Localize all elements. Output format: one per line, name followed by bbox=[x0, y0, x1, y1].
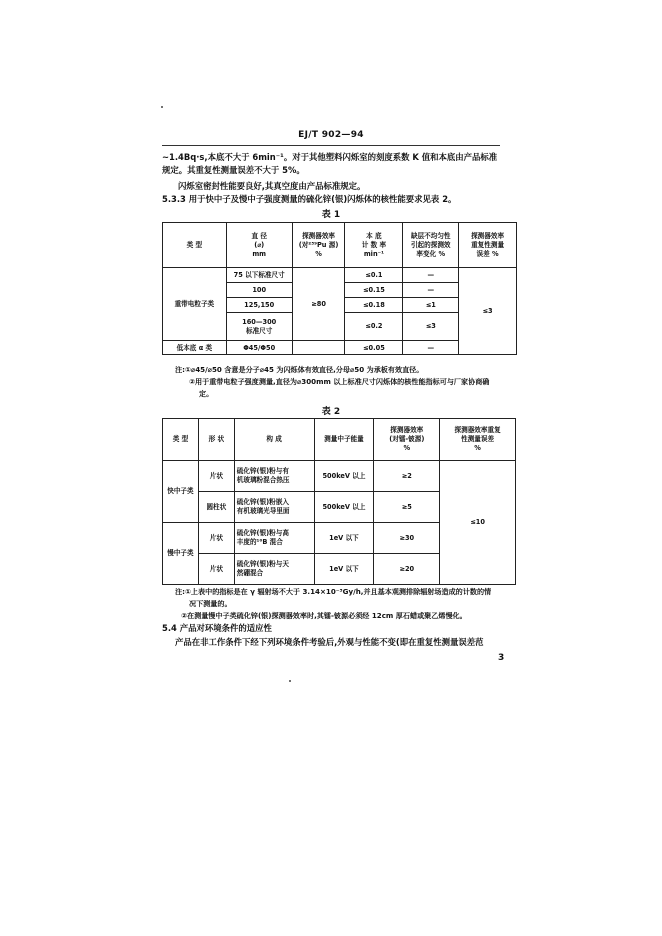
section-heading: 5.4 产品对环境条件的适应性 bbox=[162, 623, 272, 633]
t2-cell-efficiency: ≥20 bbox=[374, 554, 440, 585]
t2-cell-efficiency: ≥2 bbox=[374, 461, 440, 492]
table1-note-3: 定。 bbox=[199, 389, 214, 398]
table2-caption: 表 2 bbox=[321, 407, 341, 417]
t2-cell-composition: 硫化锌(银)粉与高 丰度的¹⁰B 混合 bbox=[234, 523, 314, 554]
t2-header-efficiency: 探测器效率 (对镭-铍源) % bbox=[374, 419, 440, 461]
t1-cell-background: ≤0.05 bbox=[345, 341, 403, 355]
page-number: 3 bbox=[498, 653, 505, 663]
t2-cell-composition: 硫化锌(银)粉嵌入 有机玻璃光导里面 bbox=[234, 492, 314, 523]
t1-cell-diameter: 75 以下标准尺寸 bbox=[226, 268, 292, 283]
table-1 bbox=[162, 222, 517, 355]
t2-cell-energy: 500keV 以上 bbox=[314, 461, 374, 492]
table1-note-1: 注:①⌀45/⌀50 含意是分子⌀45 为闪烁体有效直径,分母⌀50 为承板有效直径。 bbox=[175, 365, 424, 374]
intro-line-4: 5.3.3 用于快中子及慢中子强度测量的硫化锌(银)闪烁体的核性能要求见表 2。 bbox=[162, 194, 457, 204]
t1-cell-diameter: 125,150 bbox=[226, 298, 292, 313]
t2-header-energy: 测量中子能量 bbox=[314, 419, 374, 461]
t1-header-efficiency: 探测器效率 (对²³⁹Pu 源) % bbox=[292, 223, 345, 268]
t1-efficiency: ≥80 bbox=[292, 268, 345, 341]
t2-header-type: 类 型 bbox=[163, 419, 199, 461]
t1-cell-uniformity: ≤1 bbox=[403, 298, 459, 313]
t2-header-shape: 形 状 bbox=[198, 419, 234, 461]
t1-header-repeat: 探测器效率 重复性测量 误差 % bbox=[459, 223, 517, 268]
t1-cell-uniformity: ≤3 bbox=[403, 313, 459, 341]
t1-cell-background: ≤0.15 bbox=[345, 283, 403, 298]
t2-cell-energy: 1eV 以下 bbox=[314, 523, 374, 554]
t2-cell-shape: 片状 bbox=[198, 554, 234, 585]
header-rule bbox=[162, 145, 500, 146]
t1-cell-uniformity: — bbox=[403, 283, 459, 298]
t1-cell-efficiency-empty bbox=[292, 341, 345, 355]
t1-cell-uniformity: — bbox=[403, 268, 459, 283]
t2-cell-shape: 片状 bbox=[198, 461, 234, 492]
table1-note-2: ②用于重带电粒子强度测量,直径为⌀300mm 以上标准尺寸闪烁体的核性能指标可与厂家协商确 bbox=[189, 377, 490, 386]
scan-speck bbox=[161, 106, 163, 108]
t1-cell-diameter: 100 bbox=[226, 283, 292, 298]
intro-line-1: ~1.4Bq·s,本底不大于 6min⁻¹。对于其他塑料闪烁室的刻度系数 K 值和本底由产品标准 bbox=[162, 152, 498, 162]
scan-speck bbox=[289, 680, 291, 682]
t1-header-uniformity: 缺层不均匀性 引起的探测效 率变化 % bbox=[403, 223, 459, 268]
t2-cell-composition: 硫化锌(银)粉与有 机玻璃粉混合热压 bbox=[234, 461, 314, 492]
t1-header-type: 类 型 bbox=[163, 223, 227, 268]
t1-cell-background: ≤0.1 bbox=[345, 268, 403, 283]
table1-caption: 表 1 bbox=[321, 210, 341, 220]
t2-type-slow: 慢中子类 bbox=[163, 523, 199, 585]
document-header: EJ/T 902—94 bbox=[298, 130, 364, 140]
t2-cell-efficiency: ≥5 bbox=[374, 492, 440, 523]
t2-type-fast: 快中子类 bbox=[163, 461, 199, 523]
intro-line-3: 闪烁室密封性能要良好,其真空度由产品标准规定。 bbox=[178, 181, 366, 191]
t1-header-background: 本 底 计 数 率 min⁻¹ bbox=[345, 223, 403, 268]
t1-type-main: 重带电粒子类 bbox=[163, 268, 227, 341]
t2-cell-energy: 500keV 以上 bbox=[314, 492, 374, 523]
t1-type-alpha: 低本底 α 类 bbox=[163, 341, 227, 355]
table2-note-1: 注:①上表中的指标是在 γ 辐射场不大于 3.14×10⁻³Gy/h,并且基本观测排除辐射场造成的计数的情 bbox=[175, 587, 492, 596]
t2-header-composition: 构 成 bbox=[234, 419, 314, 461]
section-text: 产品在非工作条件下经下列环境条件考验后,外观与性能不变(即在重复性测量误差范 bbox=[175, 637, 484, 647]
intro-line-2: 规定。其重复性测量误差不大于 5%。 bbox=[162, 165, 305, 175]
t2-cell-efficiency: ≥30 bbox=[374, 523, 440, 554]
t1-cell-diameter: 160—300 标准尺寸 bbox=[226, 313, 292, 341]
t1-cell-diameter: Φ45/Φ50 bbox=[226, 341, 292, 355]
t1-repeat: ≤3 bbox=[459, 268, 517, 355]
t1-cell-background: ≤0.18 bbox=[345, 298, 403, 313]
table2-note-3: ②在测量慢中子类硫化锌(银)探测器效率时,其镭-铍源必须经 12cm 厚石蜡或聚乙烯慢化。 bbox=[181, 611, 467, 620]
t2-cell-shape: 圆柱状 bbox=[198, 492, 234, 523]
t2-header-repeat: 探测器效率重复 性测量误差 % bbox=[440, 419, 516, 461]
t2-cell-shape: 片状 bbox=[198, 523, 234, 554]
table-2 bbox=[162, 418, 516, 585]
table2-note-2: 况下测量的。 bbox=[189, 599, 232, 608]
t2-cell-energy: 1eV 以下 bbox=[314, 554, 374, 585]
t1-cell-uniformity: — bbox=[403, 341, 459, 355]
t2-cell-composition: 硫化锌(银)粉与天 然硼混合 bbox=[234, 554, 314, 585]
t1-header-diameter: 直 径 (⌀) mm bbox=[226, 223, 292, 268]
t1-cell-background: ≤0.2 bbox=[345, 313, 403, 341]
t2-repeat: ≤10 bbox=[440, 461, 516, 585]
